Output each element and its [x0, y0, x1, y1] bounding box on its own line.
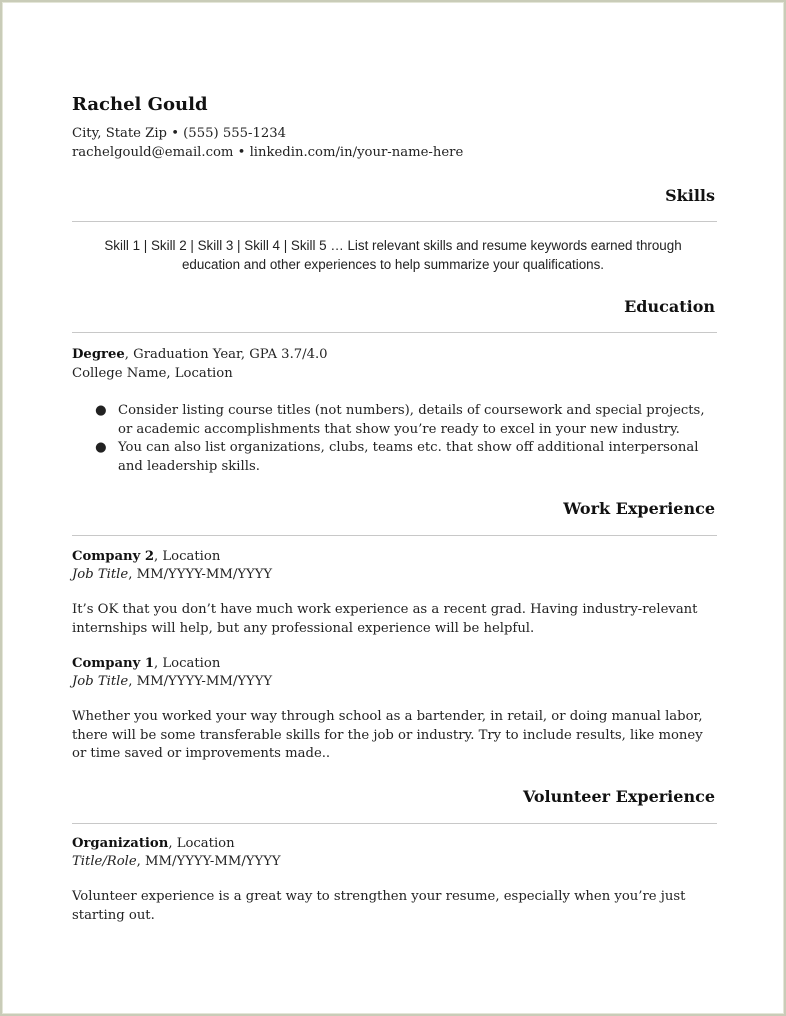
company-name: Company 2	[72, 549, 155, 564]
section-divider	[72, 332, 717, 333]
job-title: Job Title	[72, 567, 129, 582]
job-company-line	[72, 549, 220, 564]
org-line	[72, 836, 235, 851]
company-location: , Location	[154, 549, 221, 564]
bullet-text: You can also list organizations, clubs, teams etc. that show off additional interpersonal and leadership skills.	[118, 440, 699, 474]
job-description: Whether you worked your way through school as a bartender, in retail, or doing manual labor, there will be some transferable skills for the job or industry. Try to include results, like money or time saved or improvements made..	[72, 709, 703, 761]
section-title-work-experience: Work Experience	[563, 499, 715, 518]
company-location: , Location	[154, 656, 221, 671]
education-bullets	[95, 402, 705, 476]
role-line	[72, 854, 281, 869]
section-divider	[72, 823, 717, 824]
section-title-skills: Skills	[665, 186, 715, 205]
degree-label: Degree	[72, 347, 125, 362]
org-location: , Location	[168, 836, 235, 851]
college-line: College Name, Location	[72, 366, 233, 381]
list-item	[95, 402, 705, 439]
section-title-volunteer-experience: Volunteer Experience	[522, 787, 715, 806]
job-title-line	[72, 567, 272, 582]
volunteer-description: Volunteer experience is a great way to strengthen your resume, especially when you’re just starting out.	[72, 889, 686, 923]
bullet-text: Consider listing course titles (not numbers), details of coursework and special projects, or academic accomplishments that show you’re ready to excel in your new industry.	[118, 403, 705, 437]
contact-line-address-phone: City, State Zip • (555) 555-1234	[72, 126, 287, 141]
degree-line	[72, 347, 328, 362]
skills-summary: Skill 1 | Skill 2 | Skill 3 | Skill 4 | Skill 5 … List relevant skills and resume keywords earned through education and other experiences to help summarize your qualifications.	[104, 238, 682, 272]
candidate-name: Rachel Gould	[72, 94, 208, 115]
section-divider	[72, 535, 717, 536]
job-description: It’s OK that you don’t have much work experience as a recent grad. Having industry-relevant internships will help, but any professional experience will be helpful.	[72, 602, 698, 636]
job-title: Job Title	[72, 674, 129, 689]
org-name: Organization	[72, 836, 169, 851]
role-dates: , MM/YYYY-MM/YYYY	[136, 854, 281, 869]
section-title-education: Education	[624, 297, 715, 316]
list-item	[95, 439, 705, 476]
job-dates: , MM/YYYY-MM/YYYY	[128, 567, 273, 582]
job-dates: , MM/YYYY-MM/YYYY	[128, 674, 273, 689]
section-divider	[72, 221, 717, 222]
company-name: Company 1	[72, 656, 155, 671]
degree-details: , Graduation Year, GPA 3.7/4.0	[124, 347, 328, 362]
role-title: Title/Role	[72, 854, 137, 869]
job-title-line	[72, 674, 272, 689]
job-company-line	[72, 656, 220, 671]
bullet-icon: ●	[95, 403, 107, 418]
bullet-icon: ●	[95, 440, 107, 455]
contact-line-email-linkedin: rachelgould@email.com • linkedin.com/in/your-name-here	[72, 145, 464, 160]
